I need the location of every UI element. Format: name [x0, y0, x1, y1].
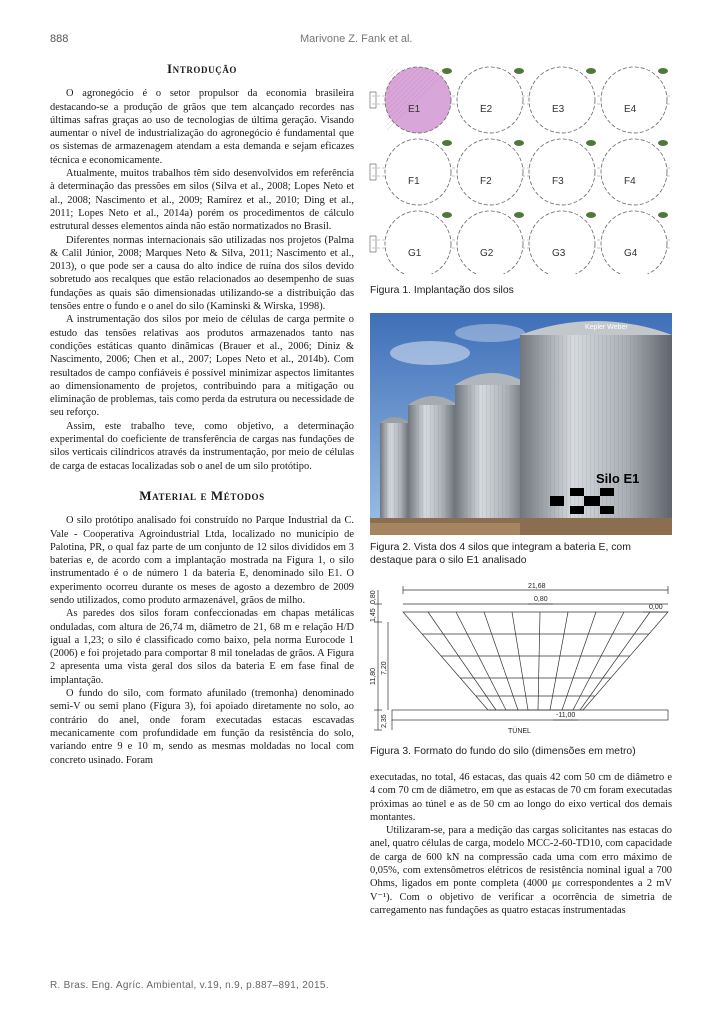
aeration-fan-marker	[586, 140, 596, 146]
silo-circle	[601, 211, 667, 274]
tunnel-label: TÚNEL	[508, 728, 531, 735]
figure-1-silo-layout	[368, 62, 674, 274]
dim-h3: 2,35	[381, 714, 388, 728]
silo-label: E4	[624, 104, 637, 115]
silo-circle	[529, 67, 595, 133]
tunnel-end-marker	[370, 236, 376, 252]
aeration-fan-marker	[442, 68, 452, 74]
right-column-text	[370, 771, 672, 917]
dim-h2: 7,20	[381, 661, 388, 675]
silo-e1	[520, 321, 672, 531]
figure-2-silo-photo	[370, 313, 672, 535]
paragraph: executadas, no total, 46 estacas, das quais 42 com 50 cm de diâmetro e 4 com 70 cm de diâmetro, em que as estacas de 70 cm foram executadas próximas ao túnel e as de 50 cm ao longo do eixo vertical dos demais montantes.	[370, 772, 672, 823]
paragraph: O agronegócio é o setor propulsor da economia brasileira destacando-se a produção de grãos que tem alcançado recordes nas últimas safras graças ao uso de tecnologias de última geração. Visando aumentar o nível de industrialização do agronegócio é fundamental que os sistemas de armazenagem atendam a esta demanda e sejam eficazes técnica e economicamente.	[50, 88, 354, 166]
tunnel-end-marker	[370, 92, 376, 108]
silo-circle	[601, 139, 667, 205]
paragraph: As paredes dos silos foram confeccionadas em chapas metálicas onduladas, com altura de 26,74 m, diâmetro de 21, 68 m e relação H/D igual a 1,23; o silo é classificado como baixo, pela norma Eurocode 1 (2006) e foi projetado para comportar 8 mil toneladas de grãos. A Figura 2 apresenta uma vista geral dos silos da bateria E em fase final de implantação.	[50, 608, 354, 686]
figure-3-caption: Figura 3. Formato do fundo do silo (dimensões em metro)	[370, 746, 636, 757]
aeration-fan-marker	[658, 140, 668, 146]
silo-label: F2	[480, 176, 492, 187]
paragraph: Diferentes normas internacionais são utilizadas nos projetos (Palma & Calil Júnior, 2008; Marques Neto & Silva, 2011; Nascimento et al., 2013), o que pode ser a causa do alto índice de ruína dos silos devido sobretudo aos recalques que estão relacionados ao desempenho de suas fundações as quais são dimensionadas utilizando-se a distribuição das tensões entre o fundo e o anel do silo (Kaminski & Wirska, 1998).	[50, 234, 354, 313]
silo-circle	[385, 139, 451, 205]
silo-label: F1	[408, 176, 420, 187]
silo-circle	[385, 211, 451, 274]
aeration-fan-marker	[586, 212, 596, 218]
silo-circle	[457, 211, 523, 274]
running-head: Marivone Z. Fank et al.	[300, 33, 413, 45]
aeration-fan-marker	[658, 68, 668, 74]
silo-circle	[529, 211, 595, 274]
dim-top-left: 0,80	[370, 590, 377, 604]
aeration-fan-marker	[586, 68, 596, 74]
silo-label: G4	[624, 248, 638, 259]
silo-label: G1	[408, 248, 422, 259]
paragraph: Utilizaram-se, para a medição das cargas solicitantes nas estacas do anel, quatro células de carga, modelo MCC-2-60-TD10, com capacidade de carga de 600 kN na compressão cada uma com erro máximo de 0,05%, com extensômetros elétricos de resistência nominal igual a 700 Ohms, ligados em ponte completa (4000 με correspondentes a 2 mV V⁻¹). Com o objetivo de verificar a ocorrência de simetria de carregamento nas fundações as quatro estacas instrumentadas	[370, 825, 672, 916]
left-column	[50, 62, 354, 767]
aeration-fan-marker	[442, 140, 452, 146]
silo-circle	[529, 139, 595, 205]
paragraph: O fundo do silo, com formato afunilado (tremonha) denominado semi-V ou semi plano (Figura 3), foi apoiado diretamente no solo, ao contrário do anel, onde foram executadas estacas escavadas mecanicamente com profundidade em função da resistência do solo, variando entre 9 e 10 m, sendo as mesmas moldadas no local com concreto usinado. Foram	[50, 688, 354, 766]
silo-label: E1	[408, 104, 421, 115]
dim-total: 11,80	[370, 668, 377, 685]
section-title-introduction: Introdução	[166, 61, 238, 76]
dim-right: 0,00	[649, 604, 663, 611]
dim-top-mid: 0,80	[534, 596, 548, 603]
page-number: 888	[50, 33, 69, 45]
aeration-fan-marker	[514, 68, 524, 74]
silo-label: G3	[552, 248, 566, 259]
paragraph: Assim, este trabalho teve, como objetivo, a determinação experimental do coeficiente de transferência de cargas nas fundações de silos verticais cilíndricos através da instrumentação, por meio de células de carga de estacas localizadas sob o anel de um silo protótipo.	[50, 420, 354, 472]
paragraph: Atualmente, muitos trabalhos têm sido desenvolvidos em referência à determinação das pressões em silos (Silva et al., 2008; Lopes Neto et al., 2008; Nascimento et al., 2009; Ramírez et al., 2010; Ding et al., 2011; Lopes Neto et al., 2014a) porém os procedimentos de cálculo estrutural desses elementos ainda não estão normatizados no Brasil.	[50, 168, 354, 233]
figure-3-silo-bottom-drawing	[368, 580, 674, 740]
dim-width: 21,68	[528, 583, 546, 590]
silo-label: F4	[624, 176, 636, 187]
footer-citation: R. Bras. Eng. Agríc. Ambiental, v.19, n.9, p.887–891, 2015.	[50, 980, 329, 991]
silo-label: E2	[480, 104, 493, 115]
tunnel-end-marker	[370, 164, 376, 180]
silo-label: E3	[552, 104, 565, 115]
silo-e1-label: Silo E1	[596, 471, 640, 486]
paragraph: O silo protótipo analisado foi construído no Parque Industrial da C. Vale - Cooperativa Agroindustrial Ltda, localizado no município de Palotina, PR, o qual faz parte de um conjunto de 12 silos divididos em 3 baterias e, de acordo com a implantação mostrada na Figura 1, o silo instrumentado é o de número 1 da bateria E, denominado silo E1. O experimento ocorreu durante os meses de agosto a dezembro de 2009 sendo utilizados, como produto armazenável, grãos de milho.	[50, 515, 354, 606]
silo-circle	[457, 67, 523, 133]
aeration-fan-marker	[442, 212, 452, 218]
figure-2-caption: Figura 2. Vista dos 4 silos que integram a bateria E, com destaque para o silo E1 analisado	[370, 542, 631, 566]
silo-label: G2	[480, 248, 494, 259]
aeration-fan-marker	[514, 140, 524, 146]
dim-bottom: -11,00	[556, 712, 576, 719]
section-title-methods: Material e Métodos	[139, 487, 265, 503]
aeration-fan-marker	[658, 212, 668, 218]
silo-label: F3	[552, 176, 564, 187]
figure-1-caption: Figura 1. Implantação dos silos	[370, 285, 514, 296]
silo-circle	[457, 139, 523, 205]
silo-brand: Kepler Weber	[585, 324, 628, 331]
dim-h1: 1,45	[370, 608, 377, 622]
aeration-fan-marker	[514, 212, 524, 218]
paragraph: A instrumentação dos silos por meio de células de carga permite o estudo das tensões relativas aos produtos armazenados tanto nas condições estáticas quanto dinâmicas (Brauer et al., 2006; Diniz & Nascimento, 2006; Chen et al., 2007; Lopes Neto et al., 2014b). Com resultados de campo confiáveis é possível minimizar aspectos limitantes ao dimensionamento de projetos, contribuindo para a mitigação ou eliminação de problemas, tais como perda da estrutura ou necessidade de seu reforço.	[50, 314, 354, 419]
silo-circle	[601, 67, 667, 133]
